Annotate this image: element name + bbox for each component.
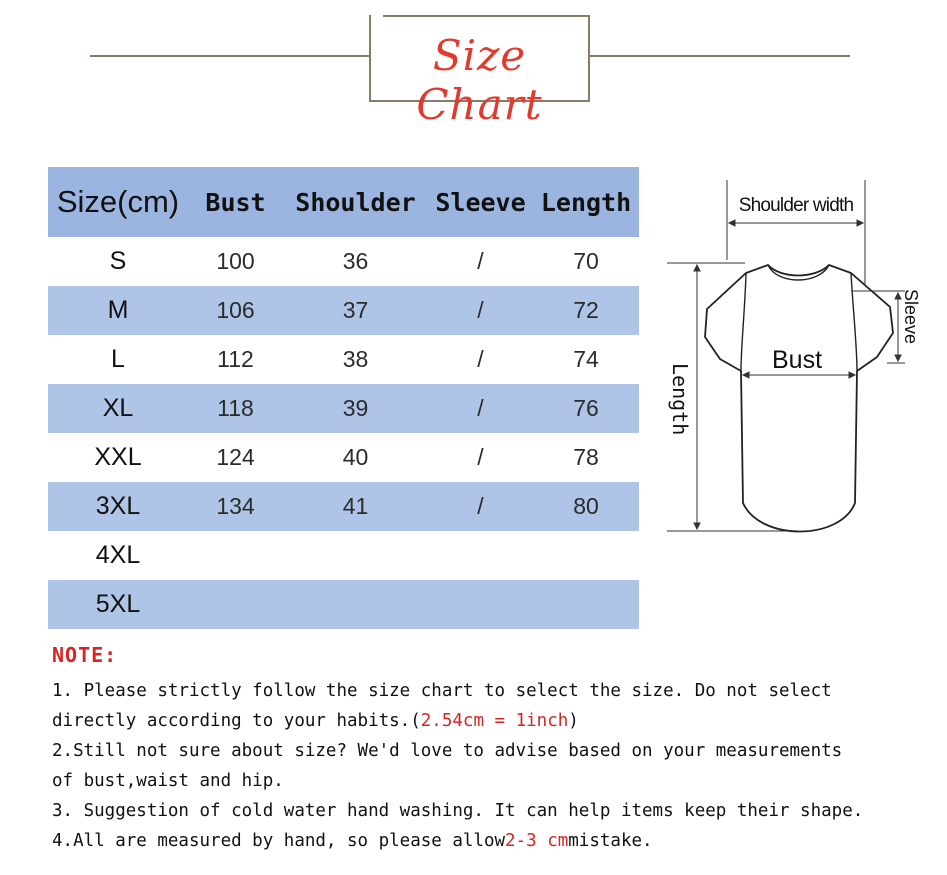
note-2-line-2: of bust,waist and hip. <box>52 771 284 791</box>
bust-cell: 106 <box>216 297 255 323</box>
sleeve-cell: / <box>477 444 484 470</box>
note-4-end: mistake. <box>568 831 653 851</box>
column-header-length: Length <box>540 187 632 217</box>
sleeve-cell: / <box>477 297 484 323</box>
length-cell: 72 <box>573 297 599 323</box>
title-rule-right <box>588 55 850 57</box>
table-row <box>48 286 639 335</box>
size-cell: 5XL <box>95 590 141 618</box>
note-4 <box>52 826 932 856</box>
table-row <box>48 482 639 531</box>
size-cell: M <box>107 296 129 324</box>
size-table <box>48 167 639 629</box>
sleeve-cell: / <box>477 248 484 274</box>
shoulder-cell: 39 <box>342 395 369 421</box>
notes-title: NOTE: <box>52 643 118 667</box>
note-2-line-1: 2.Still not sure about size? We'd love to advise based on your measurements <box>52 741 843 761</box>
note-1-line-2 <box>52 706 932 736</box>
bust-cell: 118 <box>217 395 254 421</box>
length-cell: 74 <box>573 346 599 372</box>
length-cell: 76 <box>573 395 599 421</box>
table-row <box>48 237 639 286</box>
notes-section <box>52 640 932 856</box>
note-4-text: 4.All are measured by hand, so please allow <box>52 831 506 851</box>
table-row <box>48 335 639 384</box>
table-row <box>48 384 639 433</box>
sleeve-cell: / <box>477 493 484 519</box>
shoulder-cell: 41 <box>342 493 369 519</box>
sleeve-cell: / <box>477 346 484 372</box>
sleeve-seam-left <box>741 273 746 371</box>
length-label: Length <box>668 363 692 436</box>
sleeve-cell: / <box>477 395 484 421</box>
column-header-bust: Bust <box>205 187 266 217</box>
size-cell: S <box>109 247 127 275</box>
table-row <box>48 433 639 482</box>
column-header-size: Size(cm) <box>56 184 180 219</box>
sleeve-label: Sleeve <box>901 289 921 345</box>
length-cell: 78 <box>573 444 599 470</box>
shoulder-cell: 38 <box>342 346 369 372</box>
column-header-sleeve: Sleeve <box>435 187 526 217</box>
size-cell: 3XL <box>95 492 141 520</box>
sleeve-seam-right <box>851 273 857 371</box>
shoulder-width-label: Shoulder width <box>738 195 854 216</box>
table-row <box>48 580 639 629</box>
title-frame <box>369 15 590 129</box>
size-cell: L <box>111 345 125 373</box>
size-cell: XXL <box>94 443 142 471</box>
bust-label: Bust <box>771 346 823 374</box>
page-title: Size Chart <box>416 31 543 129</box>
size-cell: XL <box>102 394 134 422</box>
shoulder-cell: 36 <box>342 248 369 274</box>
title-rule-left <box>90 55 372 57</box>
column-header-shoulder: Shoulder <box>295 187 416 217</box>
note-1-close: ) <box>568 711 579 731</box>
shoulder-cell: 37 <box>342 297 369 323</box>
note-1-text: directly according to your habits.( <box>52 711 421 731</box>
bust-cell: 124 <box>216 444 255 470</box>
bust-cell: 134 <box>216 493 255 519</box>
bust-cell: 112 <box>217 346 254 372</box>
table-header <box>48 167 639 237</box>
table-row <box>48 531 639 580</box>
note-3: 3. Suggestion of cold water hand washing. It can help items keep their shape. <box>52 801 864 821</box>
note-1-conversion: 2.54cm = 1inch <box>420 711 569 731</box>
note-4-tolerance: 2-3 cm <box>505 831 569 851</box>
note-1-line-1: 1. Please strictly follow the size chart to select the size. Do not select <box>52 681 832 701</box>
tshirt-measurement-diagram <box>665 175 935 545</box>
tshirt-outline <box>705 265 893 532</box>
length-cell: 80 <box>573 493 599 519</box>
length-cell: 70 <box>573 248 599 274</box>
shoulder-cell: 40 <box>342 444 369 470</box>
size-cell: 4XL <box>95 541 141 569</box>
bust-cell: 100 <box>216 248 255 274</box>
